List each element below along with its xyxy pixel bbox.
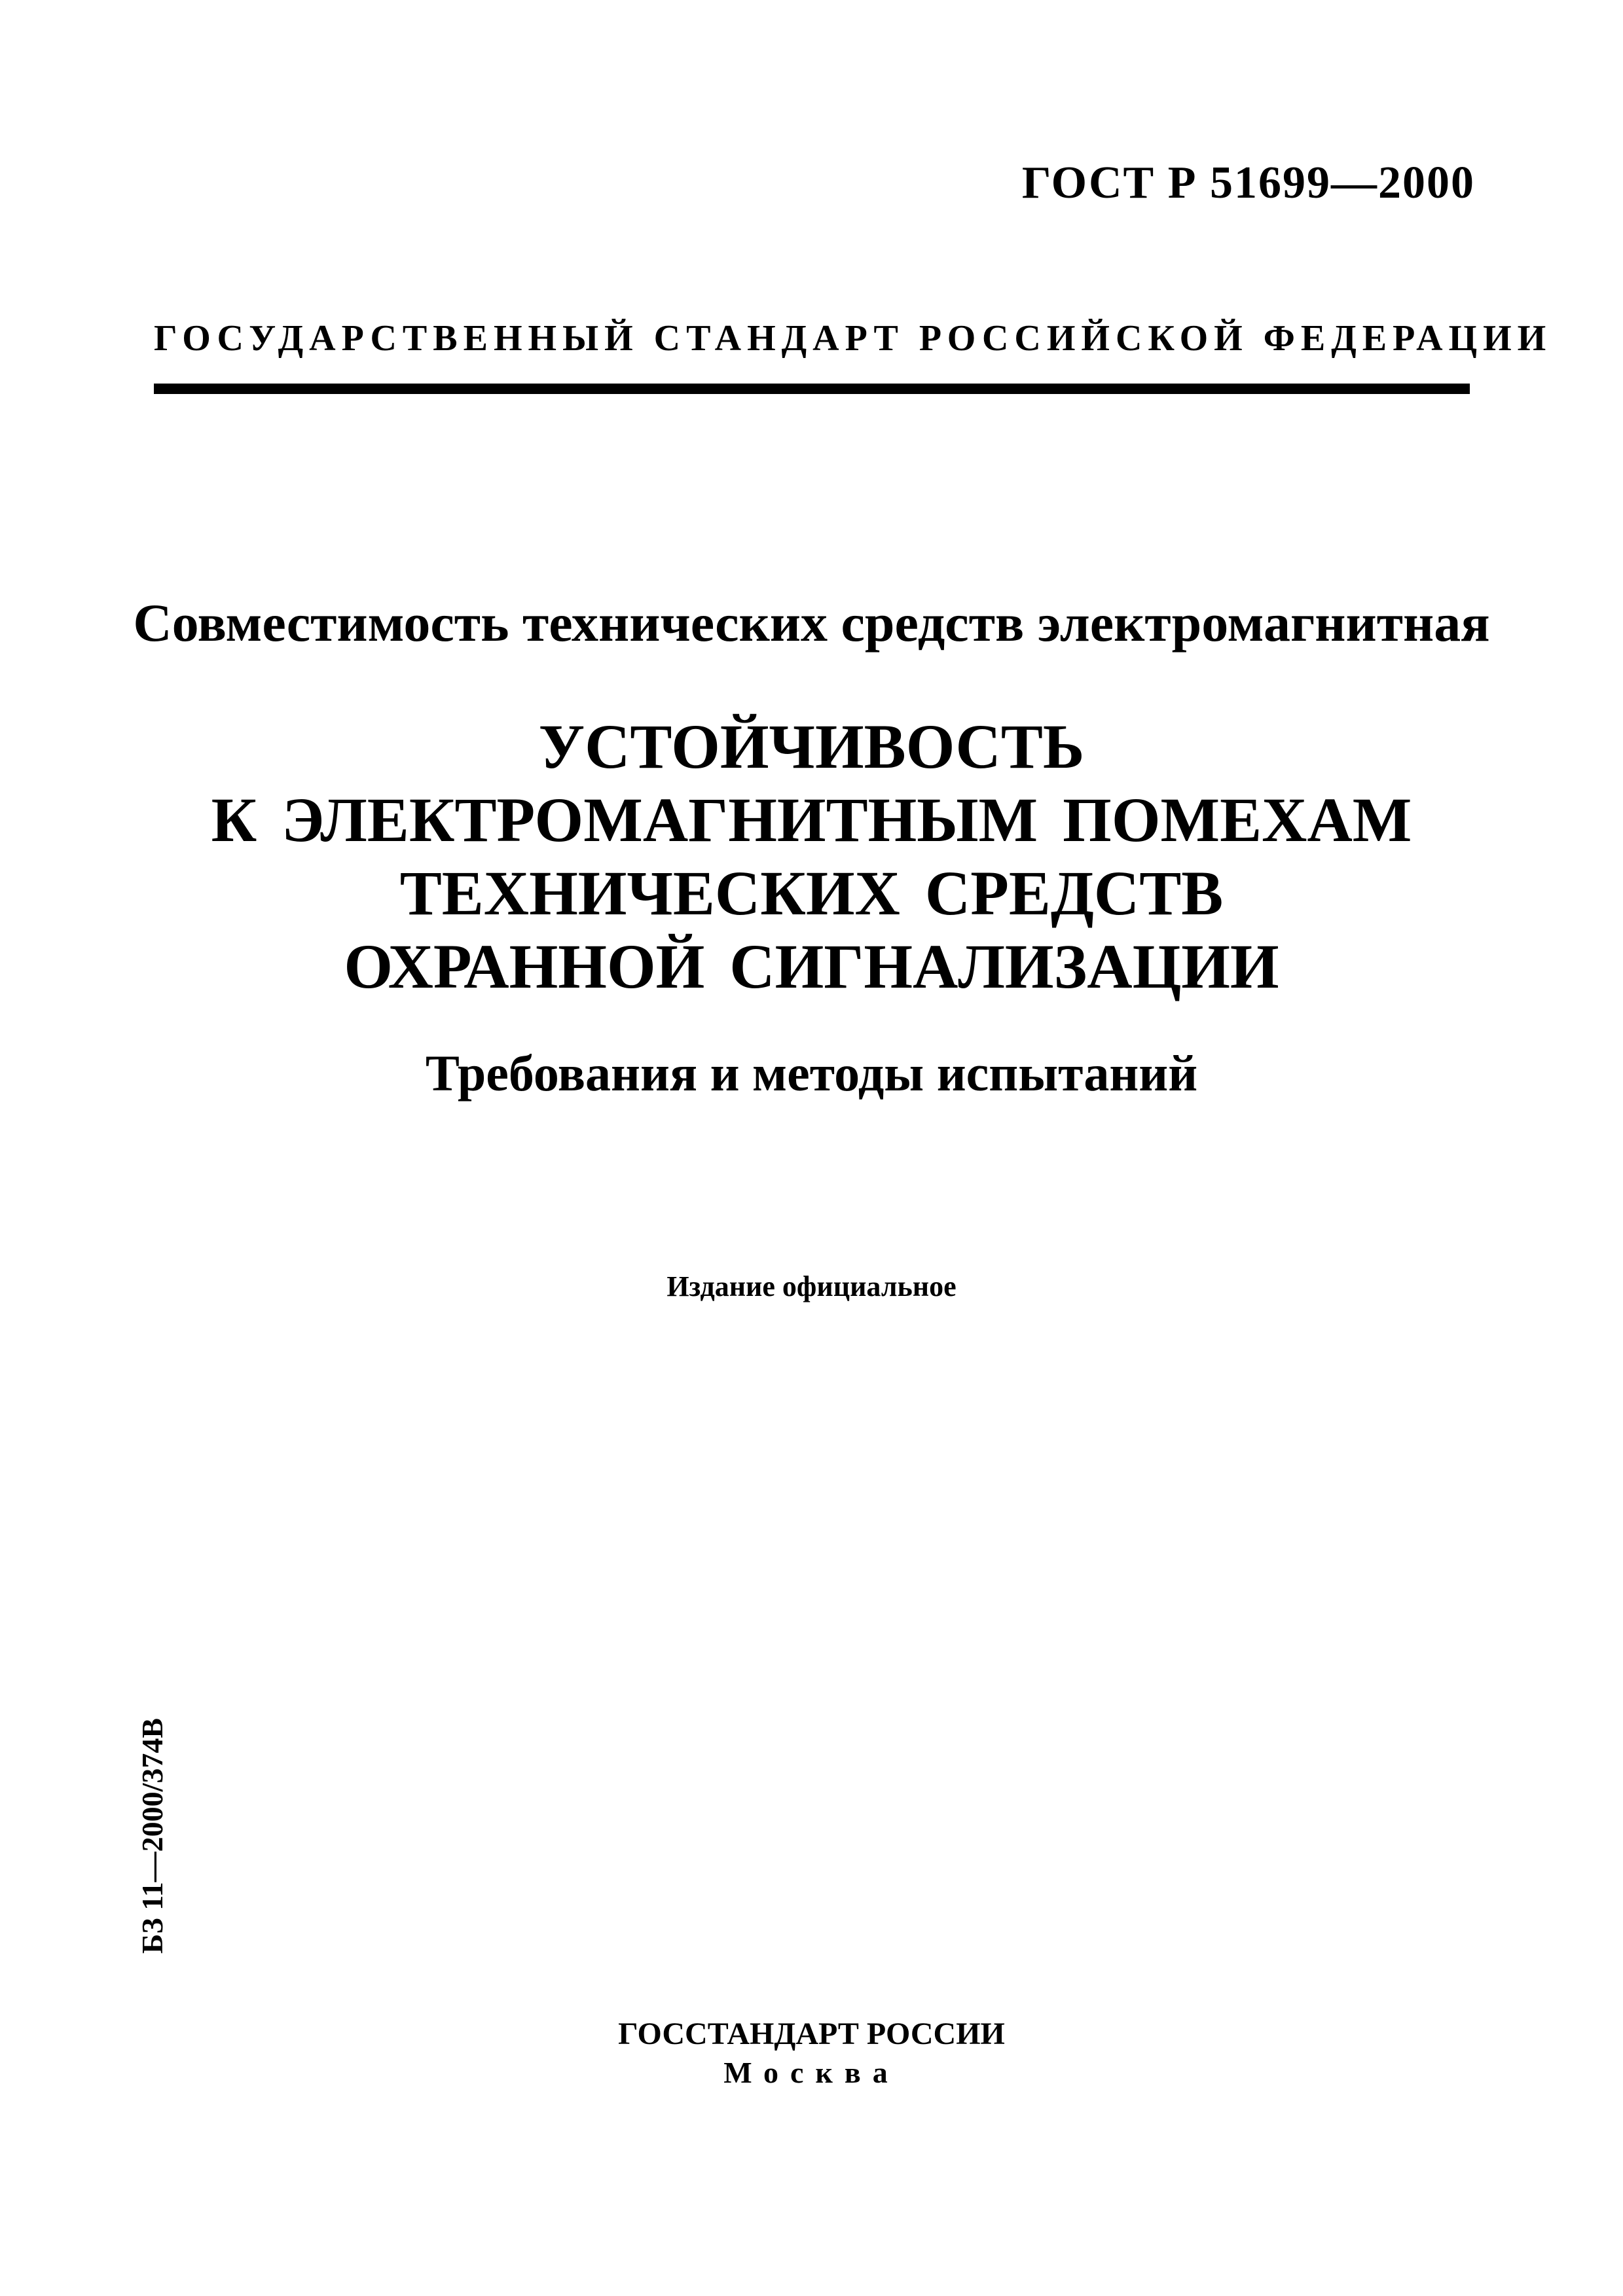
standard-subject: Совместимость технических средств электромагнитная <box>133 593 1490 653</box>
organization-title: ГОСУДАРСТВЕННЫЙ СТАНДАРТ РОССИЙСКОЙ ФЕДЕРАЦИИ <box>154 318 1552 359</box>
main-title-line: К ЭЛЕКТРОМАГНИТНЫМ ПОМЕХАМ <box>211 785 1412 855</box>
side-registration-code: БЗ 11—2000/374В <box>136 1717 169 1954</box>
publisher-city: Москва <box>723 2056 900 2089</box>
edition-label: Издание официальное <box>666 1270 957 1302</box>
main-title-line: ОХРАННОЙ СИГНАЛИЗАЦИИ <box>344 931 1279 1001</box>
main-title-line: ТЕХНИЧЕСКИХ СРЕДСТВ <box>399 858 1224 928</box>
publisher-name: ГОССТАНДАРТ РОССИИ <box>618 2017 1005 2051</box>
document-code: ГОСТ Р 51699—2000 <box>1021 158 1475 208</box>
standard-subtitle: Требования и методы испытаний <box>425 1045 1198 1102</box>
main-title-line: УСТОЙЧИВОСТЬ <box>538 711 1085 781</box>
main-title <box>0 710 1623 1003</box>
header-divider <box>154 384 1470 394</box>
